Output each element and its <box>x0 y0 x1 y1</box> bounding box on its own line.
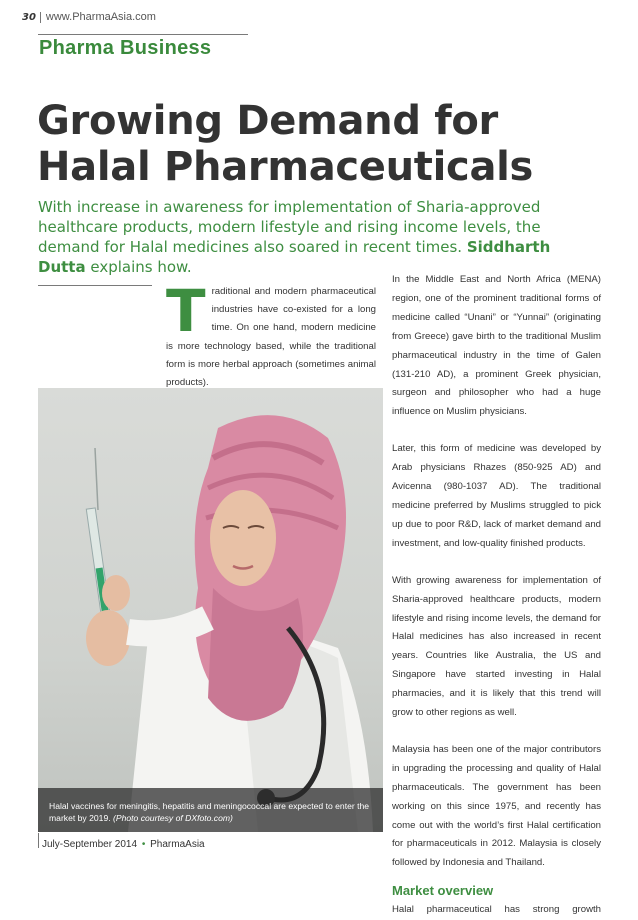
page-footer <box>42 839 205 850</box>
deck-text: With increase in awareness for implementation of Sharia-approved healthcare products, modern lifestyle and rising income levels, the demand for Halal medicines also soared in recent times. <box>38 198 541 256</box>
site-url[interactable]: www.PharmaAsia.com <box>45 11 156 23</box>
deck-end: explains how. <box>85 258 192 276</box>
page-header <box>22 6 156 28</box>
photo-credit: (Photo courtesy of DXfoto.com) <box>113 813 233 823</box>
article-photo <box>38 388 383 832</box>
intro-text: raditional and modern pharmaceutical industries have co-existed for a long time. On one hand, modern medicine is more technology based, while the traditional form is more herbal approach (sometimes animal products). <box>166 286 376 389</box>
header-divider <box>38 34 248 35</box>
issue-date: July-September 2014 <box>42 839 138 850</box>
body-paragraph-2: Later, this form of medicine was developed by Arab physicians Rhazes (850-925 AD) and Avicenna (980-1037 AD). The traditional medicine preferred by Muslims struggled to pick up due to poor R&D, lack of market demand and investment, and low-quality finished products. <box>392 443 601 549</box>
deck <box>38 197 598 277</box>
section-label: Pharma Business <box>39 37 212 59</box>
headline <box>37 98 533 190</box>
photo-caption <box>38 788 383 832</box>
subheading-market-overview: Market overview <box>392 883 494 899</box>
publication-name: PharmaAsia <box>150 839 205 850</box>
headline-line-2: Halal Pharmaceuticals <box>37 144 534 190</box>
column-divider <box>38 285 152 286</box>
market-overview-text: Halal pharmaceutical has strong growth <box>392 904 601 916</box>
body-paragraph-1: In the Middle East and North Africa (MENA) region, one of the prominent traditional forms of medicine called “Unani” or “Yunnai” (originating from Greece) gave birth to the traditional Muslim pharmaceutical industry in the time of Galen (131-210 AD), a prominent Greek physician, surgeon and philosopher who had a huge influence on Muslim physicians. <box>392 274 601 418</box>
author-name: Siddharth Dutta <box>38 238 551 276</box>
footer-bullet: • <box>141 839 146 850</box>
headline-line-1: Growing Demand for <box>37 98 498 144</box>
body-paragraph-4: Malaysia has been one of the major contributors in upgrading the processing and quality of Halal pharmaceuticals. The government has been working on this since 1975, and recently has come out with the world’s first Halal certification for pharmaceuticals in 2012. Malaysia is closely followed by Indonesia and Thailand. <box>392 743 601 869</box>
footer-divider <box>38 833 39 848</box>
photo-illustration <box>38 388 383 832</box>
body-paragraph-3: With growing awareness for implementation of Sharia-approved healthcare products, modern lifestyle and rising income levels, the demand for Halal medicines has also increased in recent years. Countries like Australia, the US and Singapore have started investing in Halal pharmacies, and it is likely that this trend will grow to other regions as well. <box>392 574 601 719</box>
drop-cap: T <box>166 277 206 345</box>
caption-text: Halal vaccines for meningitis, hepatitis and meningococcal are expected to enter the market by 2019. <box>49 801 370 823</box>
page-number: 30 <box>22 12 41 23</box>
body-column <box>392 271 601 920</box>
intro-paragraph <box>166 277 376 392</box>
